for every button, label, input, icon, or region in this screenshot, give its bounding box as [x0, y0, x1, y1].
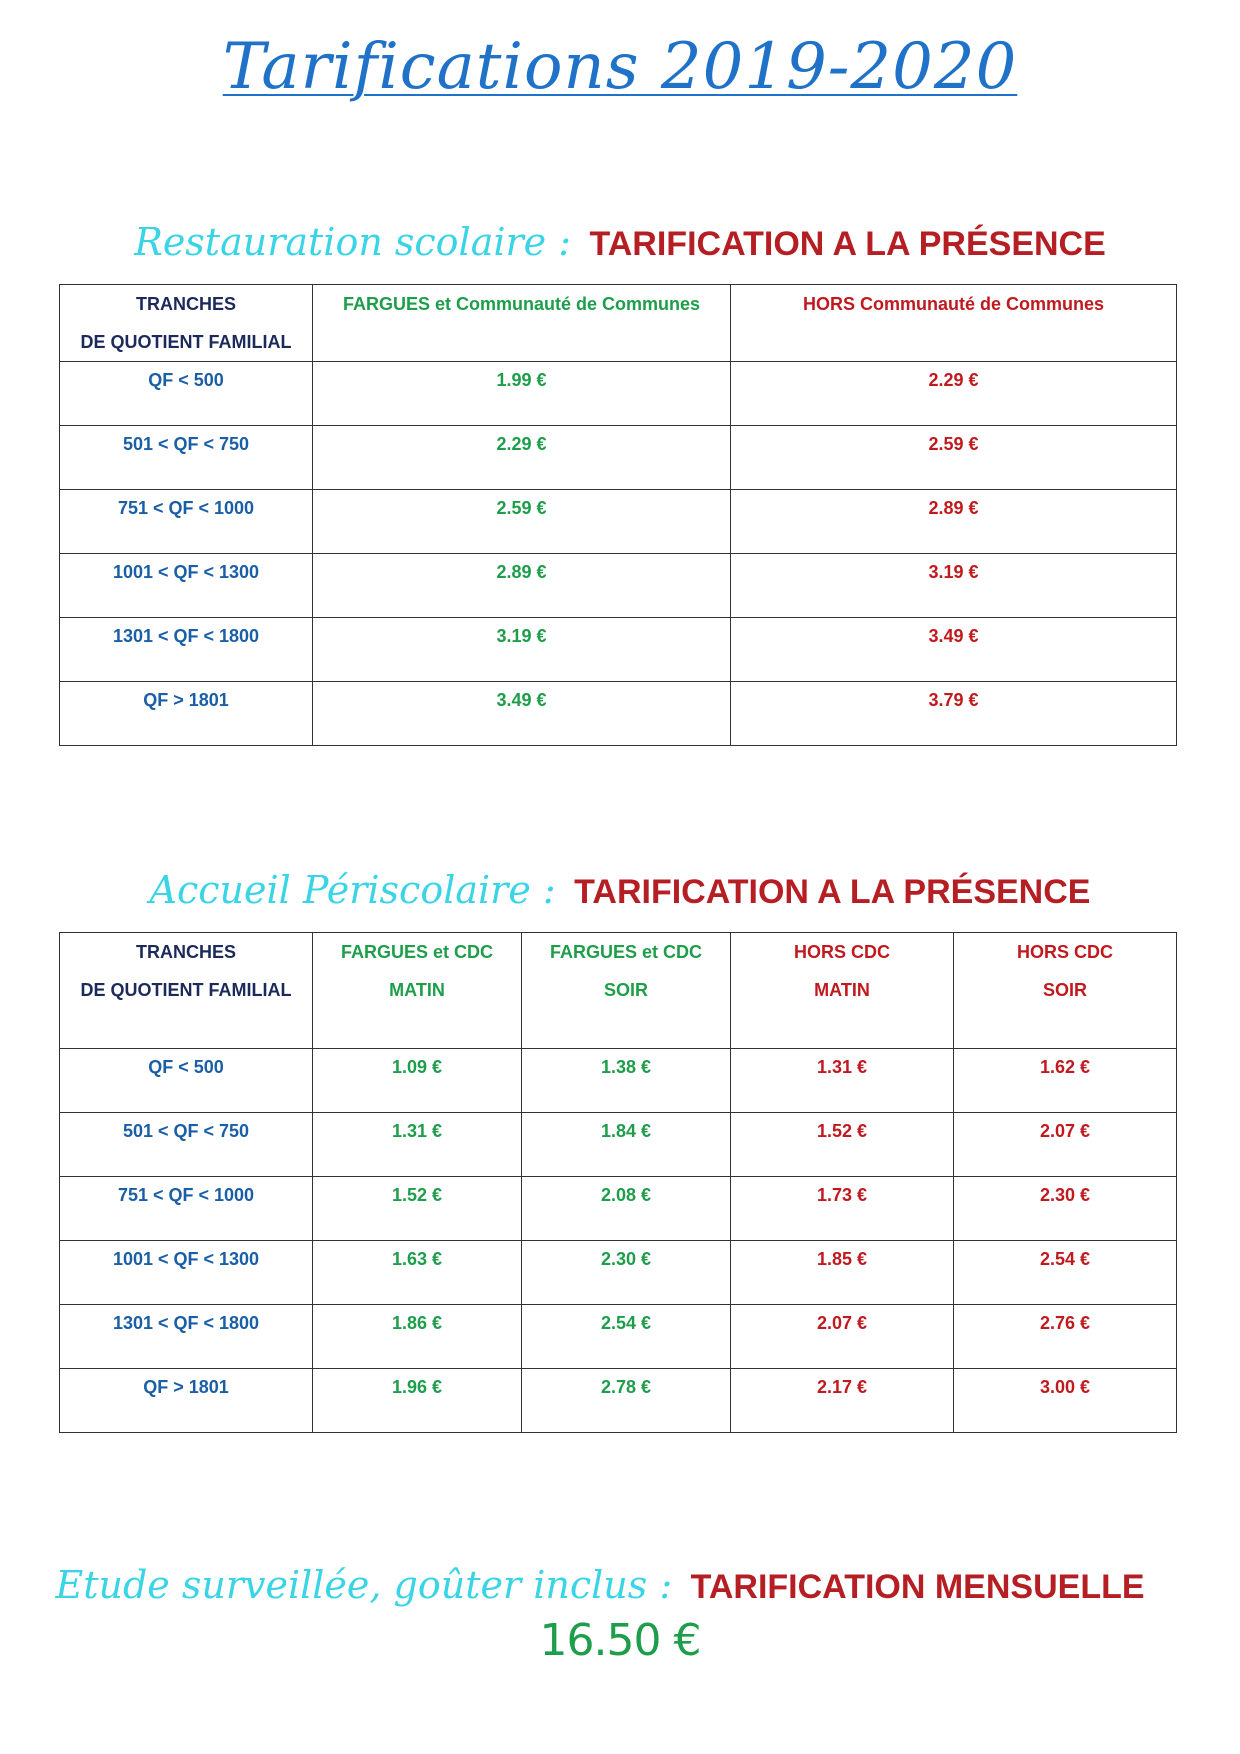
fargues-price-cell: 3.49 €	[313, 682, 731, 746]
fargues-price-cell: 2.29 €	[313, 426, 731, 490]
hors-price-cell: 2.59 €	[731, 426, 1177, 490]
restauration-tarif-label: TARIFICATION A LA PRÉSENCE	[589, 225, 1106, 263]
hors-price-cell: 2.29 €	[731, 362, 1177, 426]
fargues-matin-price-cell: 1.96 €	[313, 1369, 522, 1433]
hors-soir-price-cell: 3.00 €	[954, 1369, 1177, 1433]
header-hors-label: HORS Communauté de Communes	[802, 294, 1105, 314]
hors-soir-price-cell: 2.30 €	[954, 1177, 1177, 1241]
table-row	[60, 362, 1177, 426]
fargues-matin-price-cell: 1.86 €	[313, 1305, 522, 1369]
fargues-matin-price-cell: 1.31 €	[313, 1113, 522, 1177]
hors-matin-price-cell: 1.85 €	[731, 1241, 954, 1305]
header-line2: MATIN	[814, 980, 870, 1000]
table-row	[60, 1113, 1177, 1177]
periscolaire-heading	[0, 868, 1240, 912]
header-tranches-line1: TRANCHES	[135, 294, 236, 314]
hors-price-cell: 3.49 €	[731, 618, 1177, 682]
table-row	[60, 682, 1177, 746]
fargues-soir-price-cell: 2.78 €	[522, 1369, 731, 1433]
table-row	[60, 618, 1177, 682]
header-line2: SOIR	[1042, 980, 1087, 1000]
table-row	[60, 1049, 1177, 1113]
header-line2: SOIR	[603, 980, 648, 1000]
header-fargues	[313, 285, 731, 362]
hors-matin-price-cell: 2.17 €	[731, 1369, 954, 1433]
hors-price-cell: 2.89 €	[731, 490, 1177, 554]
table-row	[60, 426, 1177, 490]
hors-soir-price-cell: 2.07 €	[954, 1113, 1177, 1177]
qf-range-cell: 501 < QF < 750	[60, 1113, 313, 1177]
header-line1: FARGUES et CDC	[549, 942, 702, 962]
header-line1: HORS CDC	[793, 942, 890, 962]
header-tranches-line1: TRANCHES	[135, 942, 236, 962]
header-fargues-label: FARGUES et Communauté de Communes	[342, 294, 701, 314]
periscolaire-script-title: Accueil Périscolaire :	[149, 868, 556, 912]
periscolaire-header-row	[60, 933, 1177, 1049]
qf-range-cell: 751 < QF < 1000	[60, 1177, 313, 1241]
header-hors-soir	[954, 933, 1177, 1049]
fargues-soir-price-cell: 2.08 €	[522, 1177, 731, 1241]
hors-matin-price-cell: 1.52 €	[731, 1113, 954, 1177]
table-row	[60, 1305, 1177, 1369]
fargues-soir-price-cell: 1.38 €	[522, 1049, 731, 1113]
hors-matin-price-cell: 1.73 €	[731, 1177, 954, 1241]
header-hors	[731, 285, 1177, 362]
periscolaire-tarif-label: TARIFICATION A LA PRÉSENCE	[574, 873, 1091, 911]
table-row	[60, 1177, 1177, 1241]
fargues-matin-price-cell: 1.52 €	[313, 1177, 522, 1241]
header-line1: HORS CDC	[1016, 942, 1113, 962]
qf-range-cell: QF > 1801	[60, 682, 313, 746]
fargues-price-cell: 2.89 €	[313, 554, 731, 618]
header-line2: MATIN	[389, 980, 445, 1000]
fargues-price-cell: 1.99 €	[313, 362, 731, 426]
qf-range-cell: QF < 500	[60, 362, 313, 426]
restauration-script-title: Restauration scolaire :	[134, 220, 572, 264]
table-row	[60, 1241, 1177, 1305]
table-row	[60, 1369, 1177, 1433]
hors-soir-price-cell: 2.54 €	[954, 1241, 1177, 1305]
header-tranches-line2: DE QUOTIENT FAMILIAL	[80, 332, 292, 352]
restauration-table	[59, 284, 1177, 746]
fargues-soir-price-cell: 1.84 €	[522, 1113, 731, 1177]
qf-range-cell: 1001 < QF < 1300	[60, 1241, 313, 1305]
qf-range-cell: 751 < QF < 1000	[60, 490, 313, 554]
table-row	[60, 490, 1177, 554]
etude-price: 16.50 €	[539, 1615, 701, 1666]
qf-range-cell: QF < 500	[60, 1049, 313, 1113]
header-hors-matin	[731, 933, 954, 1049]
hors-price-cell: 3.79 €	[731, 682, 1177, 746]
hors-soir-price-cell: 1.62 €	[954, 1049, 1177, 1113]
header-tranches	[60, 285, 313, 362]
qf-range-cell: 1301 < QF < 1800	[60, 618, 313, 682]
page-title-text: Tarifications 2019-2020	[222, 30, 1018, 104]
fargues-price-cell: 3.19 €	[313, 618, 731, 682]
table-row	[60, 554, 1177, 618]
etude-script-title: Etude surveillée, goûter inclus :	[55, 1563, 673, 1607]
header-line1: FARGUES et CDC	[340, 942, 493, 962]
hors-price-cell: 3.19 €	[731, 554, 1177, 618]
restauration-heading	[0, 220, 1240, 264]
etude-tarif-label: TARIFICATION MENSUELLE	[690, 1568, 1145, 1606]
qf-range-cell: 1301 < QF < 1800	[60, 1305, 313, 1369]
qf-range-cell: 501 < QF < 750	[60, 426, 313, 490]
qf-range-cell: 1001 < QF < 1300	[60, 554, 313, 618]
etude-heading	[0, 1563, 1240, 1607]
fargues-price-cell: 2.59 €	[313, 490, 731, 554]
header-fargues-soir	[522, 933, 731, 1049]
page-title	[0, 30, 1240, 104]
header-tranches-line2: DE QUOTIENT FAMILIAL	[80, 980, 292, 1000]
fargues-soir-price-cell: 2.30 €	[522, 1241, 731, 1305]
qf-range-cell: QF > 1801	[60, 1369, 313, 1433]
periscolaire-table	[59, 932, 1177, 1433]
fargues-soir-price-cell: 2.54 €	[522, 1305, 731, 1369]
hors-soir-price-cell: 2.76 €	[954, 1305, 1177, 1369]
hors-matin-price-cell: 2.07 €	[731, 1305, 954, 1369]
restauration-header-row	[60, 285, 1177, 362]
header-fargues-matin	[313, 933, 522, 1049]
hors-matin-price-cell: 1.31 €	[731, 1049, 954, 1113]
header-tranches	[60, 933, 313, 1049]
fargues-matin-price-cell: 1.63 €	[313, 1241, 522, 1305]
fargues-matin-price-cell: 1.09 €	[313, 1049, 522, 1113]
